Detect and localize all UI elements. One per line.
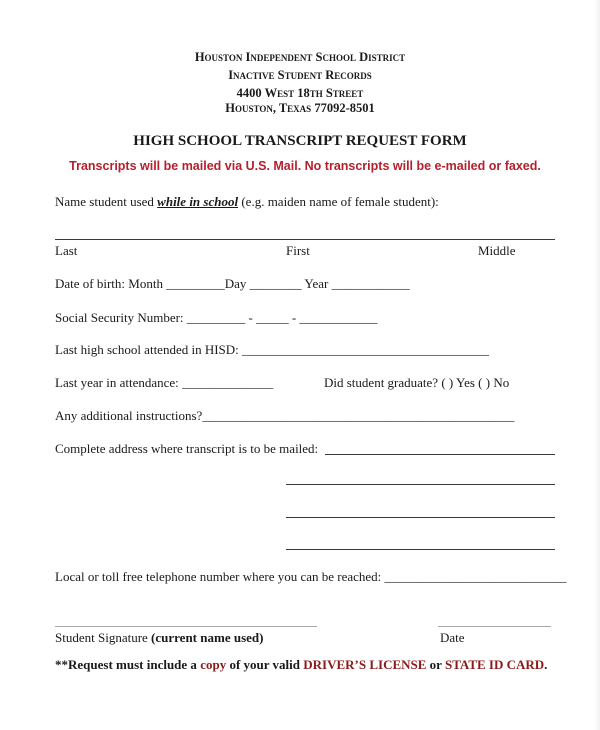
while-in-school-emphasis: while in school (157, 194, 239, 209)
graduate-question[interactable]: Did student graduate? ( ) Yes ( ) No (324, 375, 510, 390)
dob-field[interactable]: Date of birth: Month _________Day ________ Year ____________ (55, 276, 410, 291)
signature-line[interactable] (55, 626, 317, 627)
date-line[interactable] (438, 626, 551, 627)
address-line-4[interactable] (286, 549, 555, 550)
last-school-field[interactable]: Last high school attended in HISD: ______________________________________ (55, 342, 490, 357)
name-line[interactable] (55, 239, 555, 240)
address-line-2[interactable] (286, 484, 555, 485)
first-name-label: First (286, 243, 310, 258)
signature-label: Student Signature (current name used) (55, 630, 264, 645)
name-prompt: Name student used while in school (e.g. maiden name of female student): (55, 194, 439, 209)
form-title: HIGH SCHOOL TRANSCRIPT REQUEST FORM (133, 133, 467, 149)
district-name: Houston Independent School District (194, 50, 406, 64)
city-address: Houston, Texas 77092-8501 (225, 101, 375, 115)
mail-notice: Transcripts will be mailed via U.S. Mail. No transcripts will be e-mailed or faxed. (69, 159, 541, 173)
street-address: 4400 West 18th Street (236, 86, 364, 100)
instructions-field[interactable]: Any additional instructions?________________________________________________ (55, 408, 515, 423)
department-name: Inactive Student Records (228, 68, 372, 82)
middle-name-label: Middle (478, 243, 516, 258)
address-label: Complete address where transcript is to be mailed: (55, 441, 319, 456)
address-line-1[interactable] (325, 454, 555, 455)
phone-field[interactable]: Local or toll free telephone number where you can be reached: ____________________________ (55, 569, 567, 584)
date-label: Date (440, 630, 465, 645)
address-line-3[interactable] (286, 517, 555, 518)
last-name-label: Last (55, 243, 78, 258)
id-requirement-note: **Request must include a copy of your valid DRIVER’S LICENSE or STATE ID CARD. (55, 657, 548, 672)
attendance-year-field[interactable]: Last year in attendance: ______________ (55, 375, 274, 390)
ssn-field[interactable]: Social Security Number: _________ - _____ - ____________ (55, 310, 378, 325)
